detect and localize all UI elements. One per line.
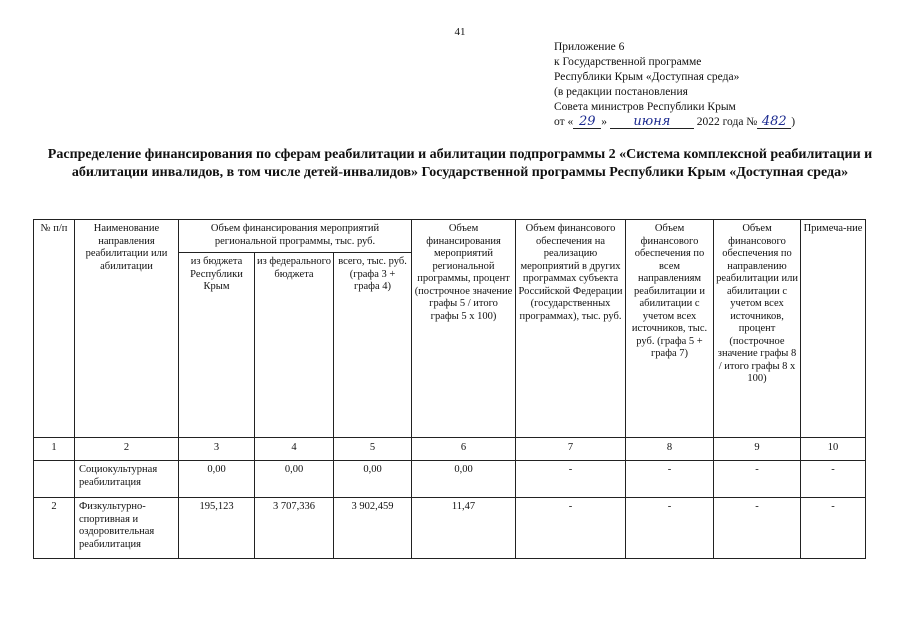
cell-num <box>34 461 75 498</box>
cell-total: 3 902,459 <box>334 498 412 559</box>
column-number: 7 <box>516 438 626 461</box>
cell-name: Социокультурная реабилитация <box>75 461 179 498</box>
header-all-sources: Объем финансового обеспечения по всем направлениям реабилитации и абилитации с учетом всех источников, тыс. руб. (графа 5 + графа 7) <box>626 220 714 438</box>
header-other-programs: Объем финансового обеспечения на реализацию мероприятий в других программах субъекта Российской Федерации (государственных программах), тыс. руб. <box>516 220 626 438</box>
header-budget-rk: из бюджета Республики Крым <box>179 253 255 438</box>
cell-note: - <box>801 498 866 559</box>
cell-federal: 0,00 <box>255 461 334 498</box>
table-row <box>34 498 866 559</box>
cell-budget-rk: 195,123 <box>179 498 255 559</box>
cell-other: - <box>516 461 626 498</box>
handwritten-day: 29 <box>573 116 601 129</box>
appendix-line: к Государственной программе <box>554 56 702 68</box>
column-numbers-row <box>34 438 866 461</box>
table-row <box>34 461 866 498</box>
cell-total: 0,00 <box>334 461 412 498</box>
cell-all-sources: - <box>626 461 714 498</box>
page-number: 41 <box>454 26 466 38</box>
appendix-date-line <box>554 115 854 130</box>
header-num: № п/п <box>34 220 75 438</box>
cell-name: Физкультурно-спортивная и оздоровительная реабилитация <box>75 498 179 559</box>
handwritten-month: июня <box>610 116 694 129</box>
handwritten-number: 482 <box>757 116 791 129</box>
appendix-line: Совета министров Республики Крым <box>554 101 736 113</box>
cell-other: - <box>516 498 626 559</box>
cell-num: 2 <box>34 498 75 559</box>
column-number: 10 <box>801 438 866 461</box>
header-row <box>34 220 866 253</box>
cell-percent: 11,47 <box>412 498 516 559</box>
column-number: 8 <box>626 438 714 461</box>
header-volume-group: Объем финансирования мероприятий региональной программы, тыс. руб. <box>179 220 412 253</box>
header-federal: из федерального бюджета <box>255 253 334 438</box>
header-by-direction: Объем финансового обеспечения по направлению реабилитации или абилитации с учетом всех источников, процент (построчное значение графы 8 / итого графы 8 х 100) <box>714 220 801 438</box>
appendix-line: (в редакции постановления <box>554 86 688 98</box>
date-prefix: от « <box>554 116 574 128</box>
appendix-line: Республики Крым «Доступная среда» <box>554 71 740 83</box>
financing-table <box>33 219 866 559</box>
column-number: 3 <box>179 438 255 461</box>
cell-by-direction: - <box>714 498 801 559</box>
column-number: 6 <box>412 438 516 461</box>
cell-note: - <box>801 461 866 498</box>
column-number: 9 <box>714 438 801 461</box>
date-mid: » <box>601 116 607 128</box>
cell-federal: 3 707,336 <box>255 498 334 559</box>
header-total: всего, тыс. руб. (графа 3 + графа 4) <box>334 253 412 438</box>
cell-budget-rk: 0,00 <box>179 461 255 498</box>
cell-by-direction: - <box>714 461 801 498</box>
appendix-block <box>554 40 854 130</box>
date-suffix: ) <box>791 116 796 128</box>
column-number: 1 <box>34 438 75 461</box>
appendix-line: Приложение 6 <box>554 41 625 53</box>
header-percent: Объем финансирования мероприятий региональной программы, процент (построчное значение графы 5 / итого графы 5 х 100) <box>412 220 516 438</box>
header-note: Примеча-ние <box>801 220 866 438</box>
cell-percent: 0,00 <box>412 461 516 498</box>
column-number: 5 <box>334 438 412 461</box>
column-number: 4 <box>255 438 334 461</box>
cell-all-sources: - <box>626 498 714 559</box>
header-name: Наименование направления реабилитации или абилитации <box>75 220 179 438</box>
column-number: 2 <box>75 438 179 461</box>
date-year: 2022 года № <box>696 116 758 128</box>
document-title: Распределение финансирования по сферам реабилитации и абилитации подпрограммы 2 «Система комплексной реабилитации и абилитации инвалидов, в том числе детей-инвалидов» Государственной программы Республики Крым «Доступная среда» <box>47 147 873 180</box>
